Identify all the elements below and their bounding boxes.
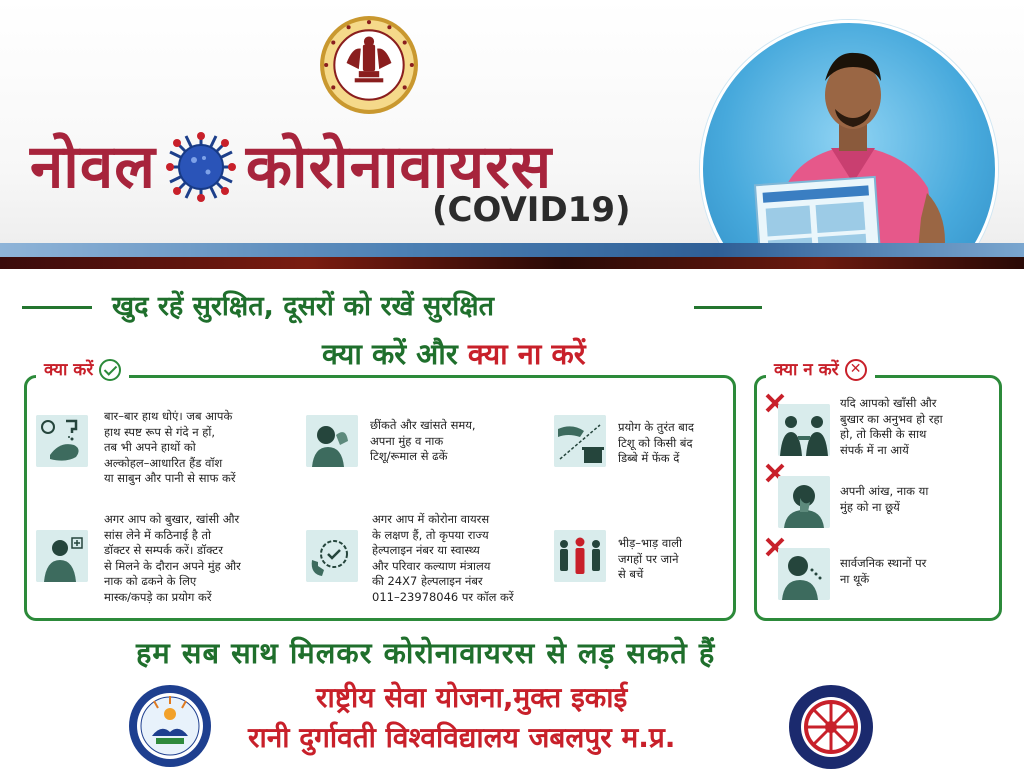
title-word-coronavirus: कोरोनावायरस [245, 132, 553, 203]
mp-government-emblem-icon [318, 14, 420, 116]
cross-circle-icon: ✕ [845, 359, 867, 381]
dont-item-spit-text: सार्वजनिक स्थानों पर ना थूकें [840, 556, 927, 586]
university-logo-icon [128, 684, 212, 768]
dispose-tissue-icon [554, 415, 606, 467]
slogan-row [22, 290, 762, 324]
footer-line-university: रानी दुर्गावती विश्वविद्यालय जबलपुर म.प्र. [248, 721, 676, 754]
slogan-line-left [22, 306, 92, 309]
doctor-icon [36, 530, 88, 582]
dont-header-label: क्या न करें [774, 360, 839, 380]
do-header-label: क्या करें [44, 360, 94, 380]
handwash-icon [36, 415, 88, 467]
decorative-stripe-dark [0, 257, 1024, 269]
contact-icon [778, 404, 830, 456]
sneeze-icon [306, 415, 358, 467]
title-word-noval: नोवल [30, 132, 156, 203]
crowd-icon [554, 530, 606, 582]
covid19-label: (COVID19) [432, 190, 631, 230]
footer-line-nss: राष्ट्रीय सेवा योजना,मुक्त इकाई [316, 681, 628, 714]
spit-icon [778, 548, 830, 600]
do-item-handwash-text: बार–बार हाथ धोएं। जब आपके हाथ स्पष्ट रूप से गंदे न हों, तब भी अपने हाथों को अल्कोहल–आधारित हैंड वॉश या साबुन और पानी से साफ करें [104, 409, 236, 485]
dont-item-contact-text: यदि आपको खाँसी और बुखार का अनुभव हो रहा हो, तो किसी के साथ संपर्क में ना आयें [840, 396, 943, 457]
coronavirus-icon [166, 132, 236, 202]
dont-item-touch-face-text: अपनी आंख, नाक या मुंह को ना छूयें [840, 484, 929, 514]
do-item-helpline-text: अगर आप में कोरोना वायरस के लक्षण हैं, तो कृपया राज्य हेल्पलाइन नंबर या स्वास्थ्य और परिवार कल्याण मंत्रालय की 24X7 हेल्पलाइन नंबर 011–23978046 पर कॉल करें [372, 512, 514, 604]
dont-header [766, 356, 875, 384]
do-item-doctor-text: अगर आप को बुखार, खांसी और सांस लेने में कठिनाई है तो डॉक्टर से सम्पर्क करें। डॉक्टर से मिलने के दौरान अपने मुंह और नाक को ढकने के लिए मास्क/कपड़े का प्रयोग करें [104, 512, 241, 604]
nss-logo-icon [788, 684, 874, 770]
check-circle-icon [99, 359, 121, 381]
do-header [36, 356, 129, 384]
slogan-text: खुद रहें सुरक्षित, दूसरों को रखें सुरक्षित [112, 291, 495, 322]
helpline-phone-icon [306, 530, 358, 582]
touch-face-icon [778, 476, 830, 528]
decorative-stripe-blue [0, 243, 1024, 257]
do-item-crowd-text: भीड़–भाड़ वाली जगहों पर जाने से बचें [618, 536, 682, 581]
slogan-line-right [694, 306, 762, 309]
closing-slogan: हम सब साथ मिलकर कोरोनावायरस से लड़ सकते हैं [136, 636, 716, 670]
do-and-dont-subtitle [322, 336, 586, 372]
do-item-sneeze-text: छींकते और खांसते समय, अपना मुंह व नाक टिशू/रूमाल से ढकें [370, 418, 476, 463]
do-item-dispose-text: प्रयोग के तुरंत बाद टिशू को किसी बंद डिब्बे में फेंक दें [618, 420, 694, 465]
subtitle-do: क्या करें और [322, 337, 458, 371]
subtitle-dont: क्या ना करें [467, 337, 586, 371]
